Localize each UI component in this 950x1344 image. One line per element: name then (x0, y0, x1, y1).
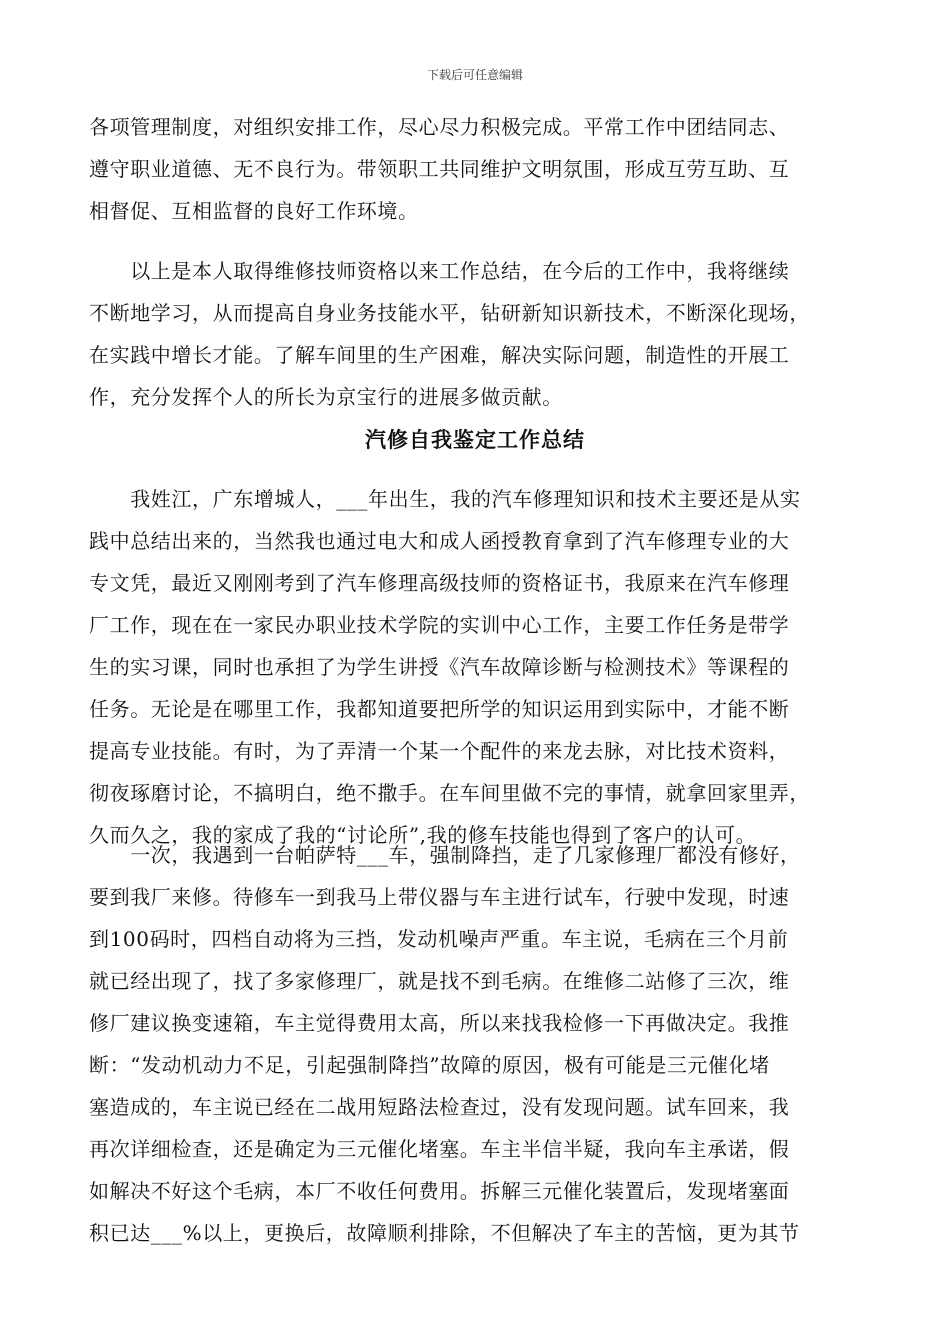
paragraph-3 (89, 478, 864, 856)
text-line: 在实践中增长才能。了解车间里的生产困难，解决实际问题，制造性的开展工 (89, 343, 790, 367)
text-line: 就已经出现了，找了多家修理厂，就是找不到毛病。在维修二站修了三次，维 (89, 969, 790, 993)
text-line: 任务。无论是在哪里工作，我都知道要把所学的知识运用到实际中，才能不断 (89, 697, 790, 721)
text-line: 不断地学习，从而提高自身业务技能水平，钻研新知识新技术，不断深化现场， (89, 301, 810, 325)
text-line: 断：“发动机动力不足，引起强制降挡”故障的原因，极有可能是三元催化堵 (89, 1053, 770, 1077)
paragraph-1 (89, 106, 864, 232)
text-line: 相督促、互相监督的良好工作环境。 (89, 199, 419, 223)
text-line: 生的实习课，同时也承担了为学生讲授《汽车故障诊断与检测技术》等课程的 (89, 655, 790, 679)
text-line: 以上是本人取得维修技师资格以来工作总结，在今后的工作中，我将继续 (89, 259, 790, 283)
text-line: 如解决不好这个毛病，本厂不收任何费用。拆解三元催化装置后，发现堵塞面 (89, 1179, 790, 1203)
page-header: 下载后可任意编辑 (426, 68, 523, 82)
text-line: 彻夜琢磨讨论，不搞明白，绝不撒手。在车间里做不完的事情，就拿回家里弄， (89, 781, 810, 805)
text-line: 再次详细检查，还是确定为三元催化堵塞。车主半信半疑，我向车主承诺，假 (89, 1137, 790, 1161)
text-line: 各项管理制度，对组织安排工作，尽心尽力积极完成。平常工作中团结同志、 (89, 115, 790, 139)
paragraph-4 (89, 834, 864, 1254)
text-line: 塞造成的，车主说已经在二战用短路法检查过，没有发现问题。试车回来，我 (89, 1095, 790, 1119)
text-line: 提高专业技能。有时，为了弄清一个某一个配件的来龙去脉，对比技术资料， (89, 739, 790, 763)
text-line: 我姓江，广东增城人，___年出生，我的汽车修理知识和技术主要还是从实 (89, 487, 801, 511)
text-line: 一次，我遇到一台帕萨特___车，强制降挡，走了几家修理厂都没有修好， (89, 843, 801, 867)
text-line: 践中总结出来的，当然我也通过电大和成人函授教育拿到了汽车修理专业的大 (89, 529, 790, 553)
text-line: 积已达___%以上，更换后，故障顺利排除，不但解决了车主的苦恼，更为其节 (89, 1221, 800, 1245)
text-line: 要到我厂来修。待修车一到我马上带仪器与车主进行试车，行驶中发现，时速 (89, 885, 790, 909)
text-line: 久而久之，我的家成了我的“讨论所”,我的修车技能也得到了客户的认可。 (89, 823, 757, 847)
text-line: 修厂建议换变速箱，车主觉得费用太高，所以来找我检修一下再做决定。我推 (89, 1011, 790, 1035)
text-line: 厂工作，现在在一家民办职业技术学院的实训中心工作，主要工作任务是带学 (89, 613, 790, 637)
text-line: 作，充分发挥个人的所长为京宝行的进展多做贡献。 (89, 385, 563, 409)
text-line: 到100码时，四档自动将为三挡，发动机噪声严重。车主说，毛病在三个月前 (89, 927, 789, 951)
text-line: 遵守职业道德、无不良行为。带领职工共同维护文明氛围，形成互劳互助、互 (89, 157, 790, 181)
text-line: 专文凭，最近又刚刚考到了汽车修理高级技师的资格证书，我原来在汽车修理 (89, 571, 790, 595)
paragraph-2 (89, 250, 864, 418)
section-title: 汽修自我鉴定工作总结 (365, 428, 585, 452)
